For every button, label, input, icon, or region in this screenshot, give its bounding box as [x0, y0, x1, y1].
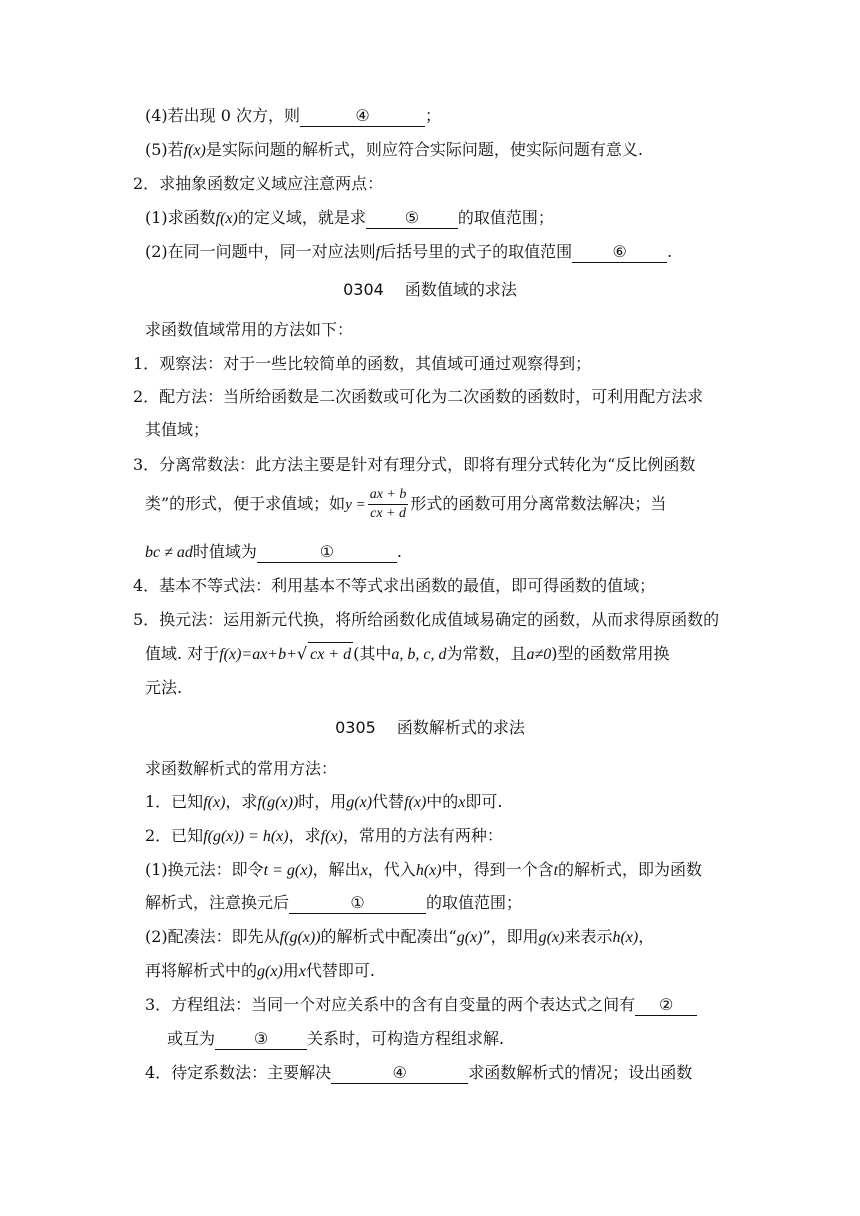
text: .	[396, 542, 402, 561]
math: f(g(x))	[257, 794, 299, 811]
text: ，	[638, 927, 655, 946]
text: 解析式，注意换元后	[145, 893, 290, 912]
fraction-numerator: ax + b	[368, 486, 409, 505]
method-5-line-3: 元法.	[145, 678, 183, 697]
answer-blank[interactable]: ①	[257, 542, 397, 563]
text: ”，即用	[482, 927, 539, 946]
text: (2)在同一问题中，同一对应法则	[145, 242, 376, 261]
parse-2-2-line-2	[145, 959, 375, 984]
parse-2-1-line-2	[145, 891, 522, 915]
math: t	[553, 862, 559, 879]
text: (1)换元法：即令	[145, 860, 264, 879]
text: ，常用的方法有两种：	[342, 826, 503, 845]
text: (2)配凑法：即先从	[145, 927, 280, 946]
math: h(x)	[415, 862, 442, 879]
item-4-end: ；	[425, 106, 442, 125]
math: g(x)	[257, 963, 283, 980]
parse-3-line-1	[145, 993, 697, 1017]
top-item-4	[145, 104, 441, 128]
text: (其中	[353, 644, 392, 663]
parse-2	[145, 824, 503, 849]
text: 用	[282, 961, 299, 980]
method-2-line-2: 其值域；	[145, 420, 210, 439]
fraction-denominator: cx + d	[370, 506, 406, 521]
answer-blank[interactable]: ④	[300, 106, 425, 127]
item-5-text: (5)若	[145, 140, 184, 159]
text: 即可.	[465, 792, 503, 811]
math: f(g(x)) = h(x)	[203, 828, 289, 845]
math: f(x)	[203, 794, 226, 811]
math-f: f	[375, 244, 381, 261]
method-3-line-2	[145, 484, 666, 525]
math-y-eq: y =	[345, 497, 366, 513]
answer-blank[interactable]: ③	[215, 1029, 307, 1050]
text: 的取值范围；	[457, 208, 554, 227]
text: 时，用	[298, 792, 347, 811]
answer-blank[interactable]: ①	[289, 893, 426, 914]
text: 的解析式，即为函数	[558, 860, 703, 879]
text: 代替即可.	[305, 961, 375, 980]
math-cond: a≠0	[526, 646, 552, 663]
text: 后括号里的式子的取值范围	[380, 242, 573, 261]
text: 类”的形式，便于求值域；如	[145, 494, 346, 513]
text: 值域. 对于	[145, 644, 220, 663]
parse-3-line-2	[167, 1027, 504, 1051]
math: h(x)	[612, 929, 639, 946]
text: 形式的函数可用分离常数法解决；当	[410, 494, 667, 513]
text: 的取值范围；	[426, 893, 523, 912]
section-0304-intro: 求函数值域常用的方法如下：	[145, 320, 354, 339]
item-4-text: (4)若出现 0 次方，则	[145, 106, 301, 125]
top-item-2-title: 2．求抽象函数定义域应注意两点：	[133, 174, 384, 193]
method-3-line-1: 3．分离常数法：此方法主要是针对有理分式，即将有理分式转化为“反比例函数	[133, 455, 696, 474]
text: 2．已知	[145, 826, 204, 845]
parse-2-2-line-1	[145, 925, 654, 950]
method-4: 4．基本不等式法：利用基本不等式求出函数的最值，即可得函数的值域；	[133, 576, 656, 595]
text: ，代入	[367, 860, 416, 879]
text: 的定义域，就是求	[237, 208, 366, 227]
math: g(x)	[538, 929, 565, 946]
radicand: cx + d	[308, 642, 353, 667]
text: 来表示	[564, 927, 613, 946]
method-5-line-2	[145, 642, 670, 667]
text: 中的	[426, 792, 459, 811]
top-item-2-1	[145, 206, 554, 231]
math: f(x)	[320, 828, 343, 845]
text: ，解出	[312, 860, 361, 879]
parse-2-1-line-1	[145, 858, 702, 883]
section-0305-intro: 求函数解析式的常用方法：	[145, 759, 338, 778]
answer-blank[interactable]: ④	[331, 1063, 468, 1084]
text: 3．方程组法：当同一个对应关系中的含有自变量的两个表达式之间有	[145, 995, 636, 1014]
math: x	[298, 963, 306, 980]
text: 为常数，且	[446, 644, 527, 663]
math: x	[360, 862, 368, 879]
answer-blank[interactable]: ⑤	[366, 208, 458, 229]
math: t = g(x)	[263, 862, 313, 879]
text: 求函数解析式的情况；设出函数	[468, 1063, 693, 1082]
text: )型的函数常用换	[551, 644, 670, 663]
math: f(x)	[404, 794, 427, 811]
method-2-line-1: 2．配方法：当所给函数是二次函数或可化为二次函数的函数时，可利用配方法求	[133, 387, 704, 406]
method-3-line-3	[145, 540, 402, 565]
answer-blank[interactable]: ⑥	[572, 242, 667, 263]
math-fx: f(x)	[183, 142, 206, 159]
text: 再将解析式中的	[145, 961, 258, 980]
answer-blank[interactable]: ②	[635, 995, 697, 1016]
text: 关系时，可构造方程组求解.	[307, 1029, 505, 1048]
text: 4．待定系数法：主要解决	[145, 1063, 332, 1082]
top-item-5	[145, 138, 643, 163]
text: 代替	[372, 792, 405, 811]
method-5-line-1: 5．换元法：运用新元代换，将所给函数化成值域易确定的函数，从而求得原函数的	[133, 610, 720, 629]
text: (1)求函数	[145, 208, 216, 227]
math: g(x)	[456, 929, 483, 946]
item-5-text-2: 是实际问题的解析式，则应符合实际问题，使实际问题有意义.	[205, 140, 643, 159]
text: .	[667, 242, 673, 261]
math: f(g(x))	[279, 929, 321, 946]
math: x	[458, 794, 466, 811]
fraction	[368, 486, 409, 523]
math: g(x)	[346, 794, 373, 811]
math-fx-formula: f(x)=ax+b+	[219, 646, 297, 663]
math-bc-ne-ad: bc ≠ ad	[145, 544, 193, 561]
top-item-2-2	[145, 240, 672, 265]
text: 的解析式中配凑出“	[320, 927, 457, 946]
math-fx: f(x)	[215, 210, 238, 227]
text: ，求	[288, 826, 321, 845]
section-heading-0305: 0305 函数解析式的求法	[335, 718, 525, 737]
parse-4	[145, 1061, 692, 1085]
method-1: 1．观察法：对于一些比较简单的函数，其值域可通过观察得到；	[133, 354, 592, 373]
sqrt-icon: √	[296, 644, 308, 663]
text: 1．已知	[145, 792, 204, 811]
text: 时值域为	[192, 542, 257, 561]
text: ，求	[225, 792, 258, 811]
parse-1	[145, 790, 502, 815]
math-vars: a, b, c, d	[391, 646, 447, 663]
section-heading-0304: 0304 函数值域的求法	[343, 280, 517, 299]
text: 或互为	[167, 1029, 216, 1048]
text: 中，得到一个含	[441, 860, 554, 879]
